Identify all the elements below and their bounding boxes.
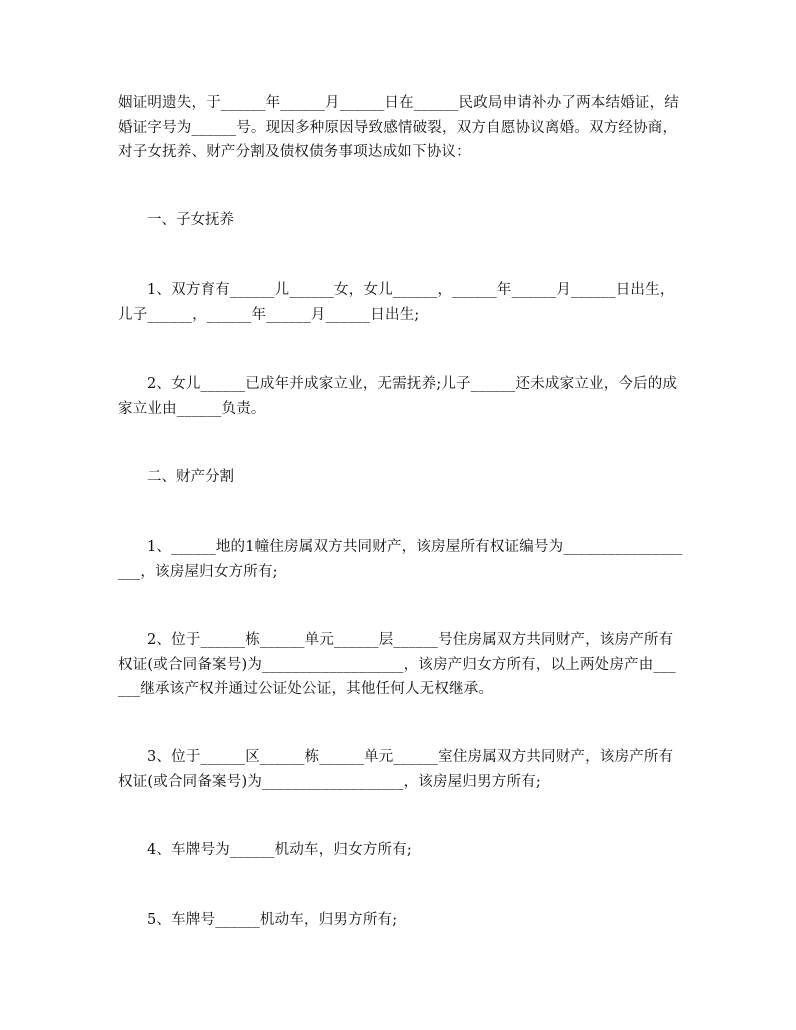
section-title-child-custody: 一、子女抚养 [147,212,234,228]
clause-property-house-3: 3、位于______区______栋______单元______室住房属双方共同财产，该房产所有权证(或合同备案号)为___________________，该房屋归男方所有; [118,749,674,790]
clause-children-born: 1、双方育有______儿______女，女儿______，______年______月______日出生，儿子______，______年______月______日出生; [118,282,675,323]
clause-property-house-1: 1、______地的1幢住房属双方共同财产，该房屋所有权证编号为___________________，该房屋归女方所有; [118,539,683,580]
clause-property-house-2: 2、位于______栋______单元______层______号住房属双方共同财产，该房产所有权证(或合同备案号)为___________________，该房产归女方所有，以上两处房产由______继承该产权并通过公证处公证，其他任何人无权继承。 [118,632,676,697]
section-title-property-division: 二、财产分割 [147,469,234,485]
clause-children-support: 2、女儿______已成年并成家立业，无需抚养;儿子______还未成家立业，今后的成家立业由______负责。 [118,376,678,417]
clause-vehicle-female: 4、车牌号为______机动车，归女方所有; [147,842,413,858]
intro-paragraph: 姻证明遗失，于______年______月______日在______民政局申请补办了两本结婚证，结婚证字号为______号。现因多种原因导致感情破裂，双方自愿协议离婚。双方经协商，对子女抚养、财产分割及债权债务事项达成如下协议： [118,95,679,160]
clause-vehicle-male: 5、车牌号______机动车，归男方所有; [147,912,398,928]
